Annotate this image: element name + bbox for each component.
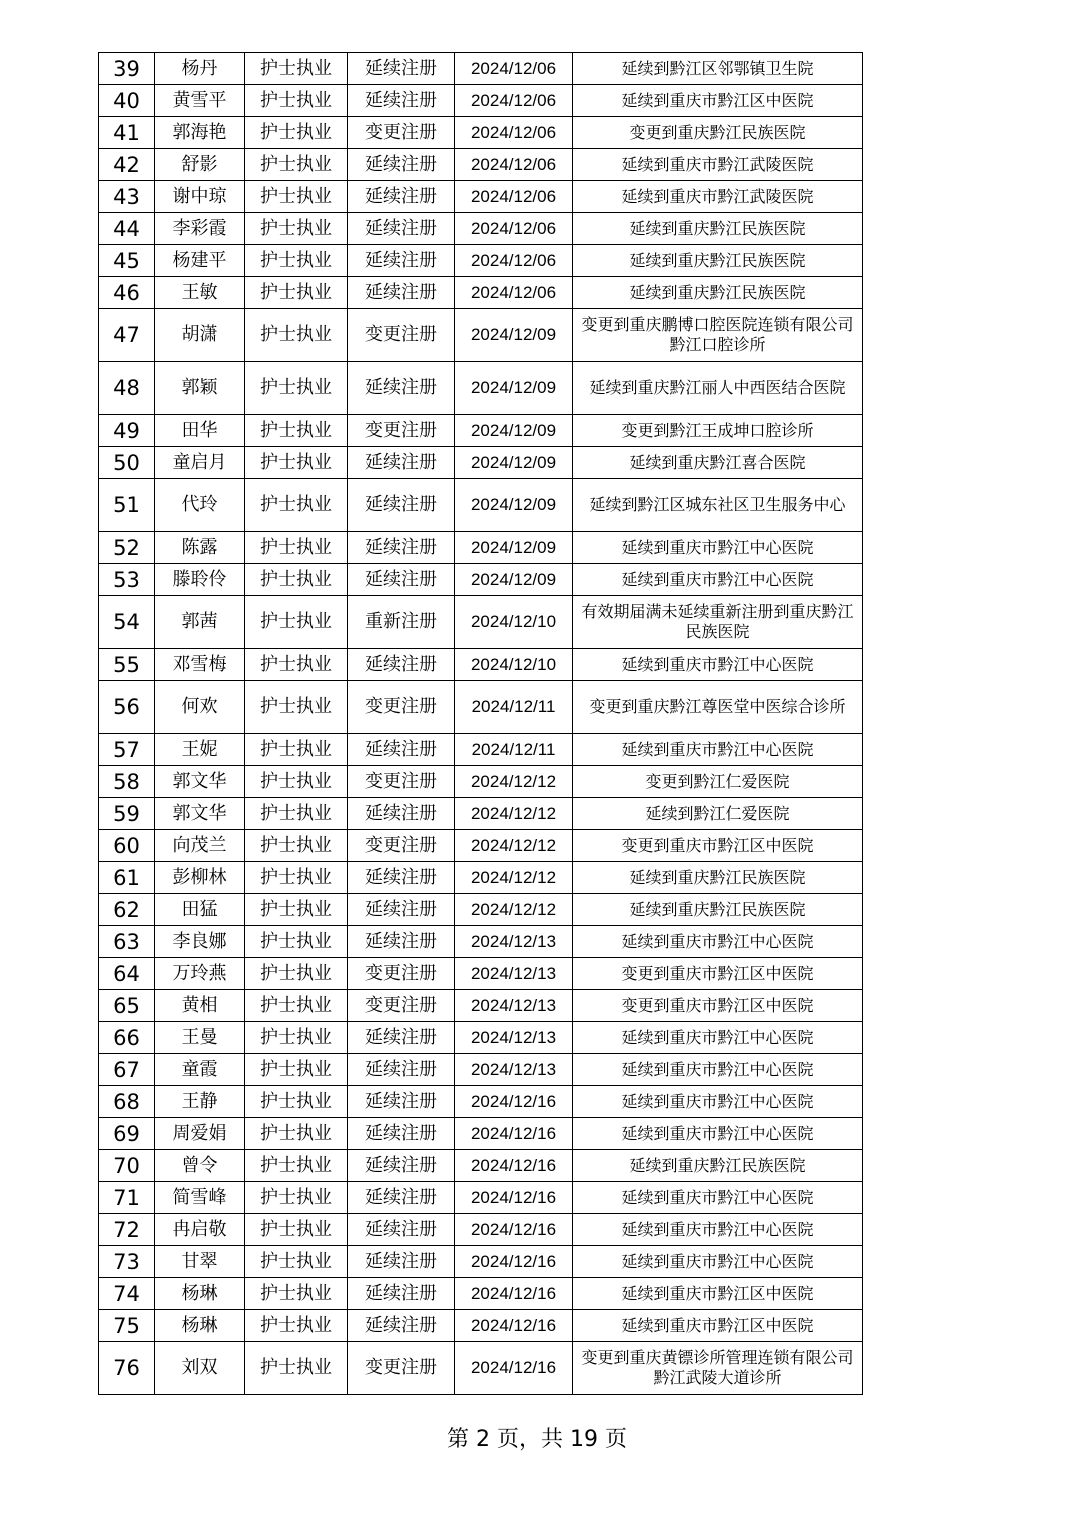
name-cell: 彭柳林 xyxy=(155,862,245,894)
registration-kind-cell: 延续注册 xyxy=(348,1054,455,1086)
date-cell: 2024/12/16 xyxy=(455,1182,573,1214)
table-row xyxy=(99,596,863,649)
registration-table xyxy=(98,52,863,1395)
date-cell: 2024/12/16 xyxy=(455,1310,573,1342)
date-cell: 2024/12/12 xyxy=(455,862,573,894)
date-cell: 2024/12/12 xyxy=(455,766,573,798)
row-number: 65 xyxy=(99,990,155,1022)
table-row xyxy=(99,1150,863,1182)
name-cell: 万玲燕 xyxy=(155,958,245,990)
note-cell: 变更到重庆市黔江区中医院 xyxy=(573,958,863,990)
name-cell: 郭茜 xyxy=(155,596,245,649)
name-cell: 甘翠 xyxy=(155,1246,245,1278)
row-number: 50 xyxy=(99,447,155,479)
license-type-cell: 护士执业 xyxy=(245,181,348,213)
name-cell: 王曼 xyxy=(155,1022,245,1054)
date-cell: 2024/12/10 xyxy=(455,649,573,681)
license-type-cell: 护士执业 xyxy=(245,681,348,734)
table-row xyxy=(99,1310,863,1342)
note-cell: 延续到重庆市黔江中心医院 xyxy=(573,1214,863,1246)
registration-kind-cell: 变更注册 xyxy=(348,990,455,1022)
table-row xyxy=(99,479,863,532)
row-number: 73 xyxy=(99,1246,155,1278)
date-cell: 2024/12/06 xyxy=(455,245,573,277)
row-number: 72 xyxy=(99,1214,155,1246)
license-type-cell: 护士执业 xyxy=(245,596,348,649)
name-cell: 郭海艳 xyxy=(155,117,245,149)
registration-kind-cell: 变更注册 xyxy=(348,415,455,447)
date-cell: 2024/12/10 xyxy=(455,596,573,649)
registration-table-container xyxy=(98,52,863,1395)
date-cell: 2024/12/16 xyxy=(455,1118,573,1150)
date-cell: 2024/12/09 xyxy=(455,479,573,532)
license-type-cell: 护士执业 xyxy=(245,362,348,415)
date-cell: 2024/12/06 xyxy=(455,181,573,213)
name-cell: 曾令 xyxy=(155,1150,245,1182)
license-type-cell: 护士执业 xyxy=(245,990,348,1022)
row-number: 55 xyxy=(99,649,155,681)
name-cell: 童启月 xyxy=(155,447,245,479)
registration-kind-cell: 延续注册 xyxy=(348,149,455,181)
date-cell: 2024/12/13 xyxy=(455,958,573,990)
name-cell: 王静 xyxy=(155,1086,245,1118)
row-number: 71 xyxy=(99,1182,155,1214)
table-row xyxy=(99,1214,863,1246)
row-number: 75 xyxy=(99,1310,155,1342)
registration-kind-cell: 延续注册 xyxy=(348,734,455,766)
name-cell: 舒影 xyxy=(155,149,245,181)
note-cell: 延续到重庆市黔江武陵医院 xyxy=(573,149,863,181)
name-cell: 黄雪平 xyxy=(155,85,245,117)
license-type-cell: 护士执业 xyxy=(245,149,348,181)
table-row xyxy=(99,958,863,990)
note-cell: 延续到重庆市黔江中心医院 xyxy=(573,1054,863,1086)
table-row xyxy=(99,415,863,447)
license-type-cell: 护士执业 xyxy=(245,447,348,479)
license-type-cell: 护士执业 xyxy=(245,532,348,564)
note-cell: 延续到重庆市黔江中心医院 xyxy=(573,926,863,958)
table-row xyxy=(99,532,863,564)
table-row xyxy=(99,309,863,362)
note-cell: 变更到重庆黄镖诊所管理连锁有限公司黔江武陵大道诊所 xyxy=(573,1342,863,1395)
table-row xyxy=(99,53,863,85)
license-type-cell: 护士执业 xyxy=(245,53,348,85)
registration-kind-cell: 延续注册 xyxy=(348,1278,455,1310)
note-cell: 延续到重庆黔江民族医院 xyxy=(573,213,863,245)
registration-kind-cell: 延续注册 xyxy=(348,53,455,85)
table-row xyxy=(99,1246,863,1278)
row-number: 39 xyxy=(99,53,155,85)
row-number: 58 xyxy=(99,766,155,798)
row-number: 61 xyxy=(99,862,155,894)
note-cell: 延续到重庆黔江民族医院 xyxy=(573,277,863,309)
name-cell: 冉启敬 xyxy=(155,1214,245,1246)
name-cell: 郭文华 xyxy=(155,766,245,798)
name-cell: 黄相 xyxy=(155,990,245,1022)
name-cell: 向茂兰 xyxy=(155,830,245,862)
date-cell: 2024/12/09 xyxy=(455,415,573,447)
date-cell: 2024/12/09 xyxy=(455,309,573,362)
note-cell: 延续到重庆市黔江中心医院 xyxy=(573,1118,863,1150)
note-cell: 延续到重庆市黔江中心医院 xyxy=(573,1246,863,1278)
table-row xyxy=(99,830,863,862)
note-cell: 延续到重庆市黔江中心医院 xyxy=(573,734,863,766)
license-type-cell: 护士执业 xyxy=(245,213,348,245)
registration-kind-cell: 延续注册 xyxy=(348,649,455,681)
note-cell: 延续到重庆黔江民族医院 xyxy=(573,894,863,926)
date-cell: 2024/12/16 xyxy=(455,1278,573,1310)
row-number: 43 xyxy=(99,181,155,213)
row-number: 54 xyxy=(99,596,155,649)
row-number: 53 xyxy=(99,564,155,596)
table-row xyxy=(99,1342,863,1395)
date-cell: 2024/12/06 xyxy=(455,277,573,309)
name-cell: 田华 xyxy=(155,415,245,447)
license-type-cell: 护士执业 xyxy=(245,564,348,596)
table-row xyxy=(99,1182,863,1214)
table-row xyxy=(99,766,863,798)
note-cell: 延续到重庆黔江民族医院 xyxy=(573,1150,863,1182)
table-row xyxy=(99,447,863,479)
row-number: 57 xyxy=(99,734,155,766)
name-cell: 胡潇 xyxy=(155,309,245,362)
name-cell: 谢中琼 xyxy=(155,181,245,213)
license-type-cell: 护士执业 xyxy=(245,415,348,447)
registration-kind-cell: 延续注册 xyxy=(348,447,455,479)
name-cell: 杨琳 xyxy=(155,1278,245,1310)
license-type-cell: 护士执业 xyxy=(245,1086,348,1118)
registration-kind-cell: 延续注册 xyxy=(348,862,455,894)
note-cell: 变更到重庆市黔江区中医院 xyxy=(573,990,863,1022)
registration-kind-cell: 延续注册 xyxy=(348,926,455,958)
note-cell: 延续到重庆市黔江中心医院 xyxy=(573,532,863,564)
date-cell: 2024/12/12 xyxy=(455,894,573,926)
row-number: 74 xyxy=(99,1278,155,1310)
license-type-cell: 护士执业 xyxy=(245,1310,348,1342)
date-cell: 2024/12/06 xyxy=(455,149,573,181)
note-cell: 变更到黔江王成坤口腔诊所 xyxy=(573,415,863,447)
date-cell: 2024/12/09 xyxy=(455,564,573,596)
registration-kind-cell: 延续注册 xyxy=(348,85,455,117)
table-row xyxy=(99,213,863,245)
note-cell: 延续到重庆市黔江中心医院 xyxy=(573,1022,863,1054)
license-type-cell: 护士执业 xyxy=(245,830,348,862)
row-number: 69 xyxy=(99,1118,155,1150)
name-cell: 王妮 xyxy=(155,734,245,766)
date-cell: 2024/12/13 xyxy=(455,990,573,1022)
table-row xyxy=(99,734,863,766)
table-row xyxy=(99,862,863,894)
registration-kind-cell: 变更注册 xyxy=(348,958,455,990)
table-row xyxy=(99,990,863,1022)
row-number: 49 xyxy=(99,415,155,447)
table-row xyxy=(99,1022,863,1054)
date-cell: 2024/12/12 xyxy=(455,830,573,862)
table-row xyxy=(99,649,863,681)
registration-kind-cell: 延续注册 xyxy=(348,1118,455,1150)
note-cell: 有效期届满未延续重新注册到重庆黔江民族医院 xyxy=(573,596,863,649)
table-row xyxy=(99,117,863,149)
name-cell: 杨建平 xyxy=(155,245,245,277)
name-cell: 李良娜 xyxy=(155,926,245,958)
note-cell: 延续到重庆市黔江中心医院 xyxy=(573,1182,863,1214)
date-cell: 2024/12/09 xyxy=(455,362,573,415)
row-number: 56 xyxy=(99,681,155,734)
date-cell: 2024/12/13 xyxy=(455,926,573,958)
note-cell: 延续到黔江区城东社区卫生服务中心 xyxy=(573,479,863,532)
registration-kind-cell: 变更注册 xyxy=(348,830,455,862)
date-cell: 2024/12/16 xyxy=(455,1214,573,1246)
name-cell: 周爱娟 xyxy=(155,1118,245,1150)
table-row xyxy=(99,362,863,415)
row-number: 62 xyxy=(99,894,155,926)
row-number: 70 xyxy=(99,1150,155,1182)
license-type-cell: 护士执业 xyxy=(245,798,348,830)
row-number: 47 xyxy=(99,309,155,362)
note-cell: 变更到重庆市黔江区中医院 xyxy=(573,830,863,862)
table-row xyxy=(99,681,863,734)
registration-kind-cell: 延续注册 xyxy=(348,213,455,245)
license-type-cell: 护士执业 xyxy=(245,1342,348,1395)
row-number: 40 xyxy=(99,85,155,117)
license-type-cell: 护士执业 xyxy=(245,1278,348,1310)
registration-kind-cell: 变更注册 xyxy=(348,766,455,798)
license-type-cell: 护士执业 xyxy=(245,926,348,958)
date-cell: 2024/12/16 xyxy=(455,1246,573,1278)
license-type-cell: 护士执业 xyxy=(245,1150,348,1182)
note-cell: 延续到重庆市黔江中心医院 xyxy=(573,649,863,681)
license-type-cell: 护士执业 xyxy=(245,245,348,277)
license-type-cell: 护士执业 xyxy=(245,1214,348,1246)
date-cell: 2024/12/06 xyxy=(455,85,573,117)
date-cell: 2024/12/13 xyxy=(455,1022,573,1054)
note-cell: 延续到重庆黔江民族医院 xyxy=(573,245,863,277)
note-cell: 延续到黔江区邻鄂镇卫生院 xyxy=(573,53,863,85)
name-cell: 滕聆伶 xyxy=(155,564,245,596)
license-type-cell: 护士执业 xyxy=(245,309,348,362)
license-type-cell: 护士执业 xyxy=(245,894,348,926)
note-cell: 延续到重庆黔江丽人中西医结合医院 xyxy=(573,362,863,415)
table-row xyxy=(99,1054,863,1086)
table-row xyxy=(99,277,863,309)
note-cell: 延续到重庆黔江喜合医院 xyxy=(573,447,863,479)
registration-kind-cell: 延续注册 xyxy=(348,277,455,309)
license-type-cell: 护士执业 xyxy=(245,958,348,990)
registration-kind-cell: 变更注册 xyxy=(348,681,455,734)
table-row xyxy=(99,181,863,213)
table-row xyxy=(99,1278,863,1310)
date-cell: 2024/12/16 xyxy=(455,1342,573,1395)
row-number: 63 xyxy=(99,926,155,958)
registration-kind-cell: 延续注册 xyxy=(348,894,455,926)
registration-kind-cell: 延续注册 xyxy=(348,564,455,596)
license-type-cell: 护士执业 xyxy=(245,85,348,117)
name-cell: 刘双 xyxy=(155,1342,245,1395)
page-number: 第 2 页，共 19 页 xyxy=(447,1427,627,1452)
license-type-cell: 护士执业 xyxy=(245,479,348,532)
date-cell: 2024/12/11 xyxy=(455,681,573,734)
name-cell: 郭文华 xyxy=(155,798,245,830)
table-row xyxy=(99,149,863,181)
table-row xyxy=(99,1086,863,1118)
license-type-cell: 护士执业 xyxy=(245,766,348,798)
row-number: 59 xyxy=(99,798,155,830)
note-cell: 变更到重庆黔江尊医堂中医综合诊所 xyxy=(573,681,863,734)
name-cell: 陈露 xyxy=(155,532,245,564)
date-cell: 2024/12/12 xyxy=(455,798,573,830)
registration-kind-cell: 延续注册 xyxy=(348,1310,455,1342)
note-cell: 延续到重庆市黔江区中医院 xyxy=(573,85,863,117)
registration-kind-cell: 延续注册 xyxy=(348,479,455,532)
row-number: 52 xyxy=(99,532,155,564)
license-type-cell: 护士执业 xyxy=(245,1118,348,1150)
date-cell: 2024/12/16 xyxy=(455,1150,573,1182)
date-cell: 2024/12/09 xyxy=(455,447,573,479)
name-cell: 李彩霞 xyxy=(155,213,245,245)
date-cell: 2024/12/11 xyxy=(455,734,573,766)
note-cell: 延续到重庆市黔江武陵医院 xyxy=(573,181,863,213)
row-number: 45 xyxy=(99,245,155,277)
row-number: 76 xyxy=(99,1342,155,1395)
table-row xyxy=(99,245,863,277)
license-type-cell: 护士执业 xyxy=(245,1022,348,1054)
license-type-cell: 护士执业 xyxy=(245,1054,348,1086)
table-row xyxy=(99,564,863,596)
date-cell: 2024/12/06 xyxy=(455,117,573,149)
license-type-cell: 护士执业 xyxy=(245,117,348,149)
note-cell: 延续到重庆市黔江区中医院 xyxy=(573,1278,863,1310)
row-number: 44 xyxy=(99,213,155,245)
date-cell: 2024/12/16 xyxy=(455,1086,573,1118)
registration-kind-cell: 延续注册 xyxy=(348,1022,455,1054)
name-cell: 杨琳 xyxy=(155,1310,245,1342)
note-cell: 延续到黔江仁爱医院 xyxy=(573,798,863,830)
table-row xyxy=(99,926,863,958)
table-row xyxy=(99,85,863,117)
note-cell: 延续到重庆市黔江中心医院 xyxy=(573,1086,863,1118)
name-cell: 邓雪梅 xyxy=(155,649,245,681)
registration-kind-cell: 延续注册 xyxy=(348,532,455,564)
row-number: 42 xyxy=(99,149,155,181)
table-body xyxy=(99,53,863,1395)
note-cell: 变更到黔江仁爱医院 xyxy=(573,766,863,798)
date-cell: 2024/12/06 xyxy=(455,53,573,85)
name-cell: 田猛 xyxy=(155,894,245,926)
row-number: 51 xyxy=(99,479,155,532)
name-cell: 童霞 xyxy=(155,1054,245,1086)
registration-kind-cell: 延续注册 xyxy=(348,798,455,830)
row-number: 67 xyxy=(99,1054,155,1086)
name-cell: 杨丹 xyxy=(155,53,245,85)
license-type-cell: 护士执业 xyxy=(245,649,348,681)
table-row xyxy=(99,798,863,830)
row-number: 64 xyxy=(99,958,155,990)
row-number: 48 xyxy=(99,362,155,415)
license-type-cell: 护士执业 xyxy=(245,734,348,766)
row-number: 41 xyxy=(99,117,155,149)
table-row xyxy=(99,1118,863,1150)
registration-kind-cell: 延续注册 xyxy=(348,1214,455,1246)
registration-kind-cell: 变更注册 xyxy=(348,1342,455,1395)
registration-kind-cell: 延续注册 xyxy=(348,1246,455,1278)
note-cell: 延续到重庆市黔江中心医院 xyxy=(573,564,863,596)
registration-kind-cell: 变更注册 xyxy=(348,309,455,362)
registration-kind-cell: 延续注册 xyxy=(348,245,455,277)
name-cell: 简雪峰 xyxy=(155,1182,245,1214)
row-number: 66 xyxy=(99,1022,155,1054)
license-type-cell: 护士执业 xyxy=(245,1182,348,1214)
license-type-cell: 护士执业 xyxy=(245,862,348,894)
note-cell: 延续到重庆黔江民族医院 xyxy=(573,862,863,894)
date-cell: 2024/12/09 xyxy=(455,532,573,564)
row-number: 68 xyxy=(99,1086,155,1118)
row-number: 60 xyxy=(99,830,155,862)
license-type-cell: 护士执业 xyxy=(245,1246,348,1278)
license-type-cell: 护士执业 xyxy=(245,277,348,309)
name-cell: 王敏 xyxy=(155,277,245,309)
registration-kind-cell: 延续注册 xyxy=(348,181,455,213)
registration-kind-cell: 变更注册 xyxy=(348,117,455,149)
date-cell: 2024/12/13 xyxy=(455,1054,573,1086)
registration-kind-cell: 延续注册 xyxy=(348,1182,455,1214)
registration-kind-cell: 重新注册 xyxy=(348,596,455,649)
registration-kind-cell: 延续注册 xyxy=(348,1150,455,1182)
date-cell: 2024/12/06 xyxy=(455,213,573,245)
table-row xyxy=(99,894,863,926)
note-cell: 变更到重庆黔江民族医院 xyxy=(573,117,863,149)
name-cell: 代玲 xyxy=(155,479,245,532)
name-cell: 何欢 xyxy=(155,681,245,734)
registration-kind-cell: 延续注册 xyxy=(348,362,455,415)
name-cell: 郭颖 xyxy=(155,362,245,415)
note-cell: 变更到重庆鹏博口腔医院连锁有限公司黔江口腔诊所 xyxy=(573,309,863,362)
registration-kind-cell: 延续注册 xyxy=(348,1086,455,1118)
note-cell: 延续到重庆市黔江区中医院 xyxy=(573,1310,863,1342)
row-number: 46 xyxy=(99,277,155,309)
